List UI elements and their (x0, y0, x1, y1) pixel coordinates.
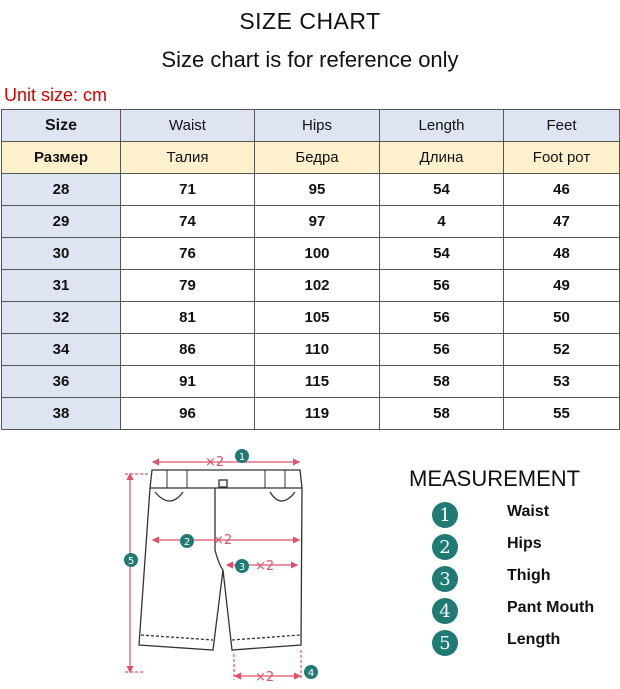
header-size-ru: Размер (2, 142, 121, 174)
table-row (2, 302, 620, 334)
feet-cell: 52 (504, 334, 620, 366)
size-cell: 38 (2, 398, 121, 430)
feet-cell: 46 (504, 174, 620, 206)
hips-cell: 102 (255, 270, 380, 302)
hips-cell: 100 (255, 238, 380, 270)
measurement-item-length (432, 629, 561, 657)
header-waist: Waist (121, 110, 255, 142)
marker-1 (205, 449, 249, 470)
measurement-label: Length (507, 631, 561, 648)
hips-cell: 110 (255, 334, 380, 366)
header-length: Length (380, 110, 504, 142)
waist-cell: 71 (121, 174, 255, 206)
header-hips-ru: Бедра (255, 142, 380, 174)
svg-text:×2: ×2 (213, 533, 233, 548)
svg-text:1: 1 (238, 452, 246, 463)
waist-cell: 74 (121, 206, 255, 238)
hips-cell: 115 (255, 366, 380, 398)
measurement-title: MEASUREMENT (409, 466, 581, 491)
svg-text:5: 5 (127, 556, 135, 567)
page-subtitle: Size chart is for reference only (161, 47, 459, 72)
feet-cell: 50 (504, 302, 620, 334)
table-row (2, 334, 620, 366)
feet-cell: 49 (504, 270, 620, 302)
length-cell: 56 (380, 270, 504, 302)
length-cell: 58 (380, 366, 504, 398)
header-feet: Feet (504, 110, 620, 142)
length-cell: 54 (380, 174, 504, 206)
shorts-measurement-diagram (115, 440, 330, 688)
svg-text:×2: ×2 (205, 455, 225, 470)
svg-text:4: 4 (307, 668, 315, 679)
table-row (2, 206, 620, 238)
waist-cell: 86 (121, 334, 255, 366)
measurement-item-hips (432, 533, 542, 561)
page-title: SIZE CHART (239, 8, 381, 34)
measurement-label: Waist (507, 503, 550, 520)
waist-cell: 76 (121, 238, 255, 270)
length-cell: 56 (380, 302, 504, 334)
size-table (1, 109, 620, 430)
size-cell: 34 (2, 334, 121, 366)
svg-text:3: 3 (238, 562, 246, 573)
number-1-icon: 1 (432, 502, 458, 528)
length-cell: 58 (380, 398, 504, 430)
hips-cell: 95 (255, 174, 380, 206)
length-cell: 56 (380, 334, 504, 366)
header-length-ru: Длина (380, 142, 504, 174)
hips-cell: 119 (255, 398, 380, 430)
marker-5 (124, 553, 138, 567)
table-row (2, 270, 620, 302)
shorts-outline (139, 470, 302, 650)
waist-cell: 79 (121, 270, 255, 302)
svg-text:2: 2 (183, 537, 191, 548)
marker-3 (235, 559, 274, 574)
feet-cell: 48 (504, 238, 620, 270)
number-2-icon: 2 (432, 534, 458, 560)
svg-text:×2: ×2 (255, 670, 275, 685)
waist-cell: 96 (121, 398, 255, 430)
measurement-item-pant-mouth (432, 597, 595, 625)
number-5-icon: 5 (432, 630, 458, 656)
length-cell: 54 (380, 238, 504, 270)
table-row (2, 366, 620, 398)
header-feet-ru: Foot рот (504, 142, 620, 174)
marker-4 (255, 665, 318, 685)
measurement-item-waist (432, 501, 550, 529)
hips-cell: 105 (255, 302, 380, 334)
unit-note: Unit size: cm (4, 85, 108, 105)
size-cell: 32 (2, 302, 121, 334)
table-row (2, 174, 620, 206)
header-waist-ru: Талия (121, 142, 255, 174)
number-3-icon: 3 (432, 566, 458, 592)
measurement-label: Thigh (507, 567, 551, 584)
feet-cell: 55 (504, 398, 620, 430)
waist-cell: 81 (121, 302, 255, 334)
size-cell: 31 (2, 270, 121, 302)
svg-text:×2: ×2 (255, 559, 275, 574)
header-size: Size (2, 110, 121, 142)
header-row-english (2, 110, 620, 142)
size-cell: 30 (2, 238, 121, 270)
feet-cell: 53 (504, 366, 620, 398)
number-4-icon: 4 (432, 598, 458, 624)
waist-cell: 91 (121, 366, 255, 398)
length-cell: 4 (380, 206, 504, 238)
header-row-russian (2, 142, 620, 174)
measurement-label: Pant Mouth (507, 599, 595, 616)
feet-cell: 47 (504, 206, 620, 238)
size-cell: 28 (2, 174, 121, 206)
measurement-item-thigh (432, 565, 551, 593)
hips-cell: 97 (255, 206, 380, 238)
header-hips: Hips (255, 110, 380, 142)
table-row (2, 238, 620, 270)
size-cell: 29 (2, 206, 121, 238)
table-row (2, 398, 620, 430)
measurement-label: Hips (507, 535, 542, 552)
size-cell: 36 (2, 366, 121, 398)
